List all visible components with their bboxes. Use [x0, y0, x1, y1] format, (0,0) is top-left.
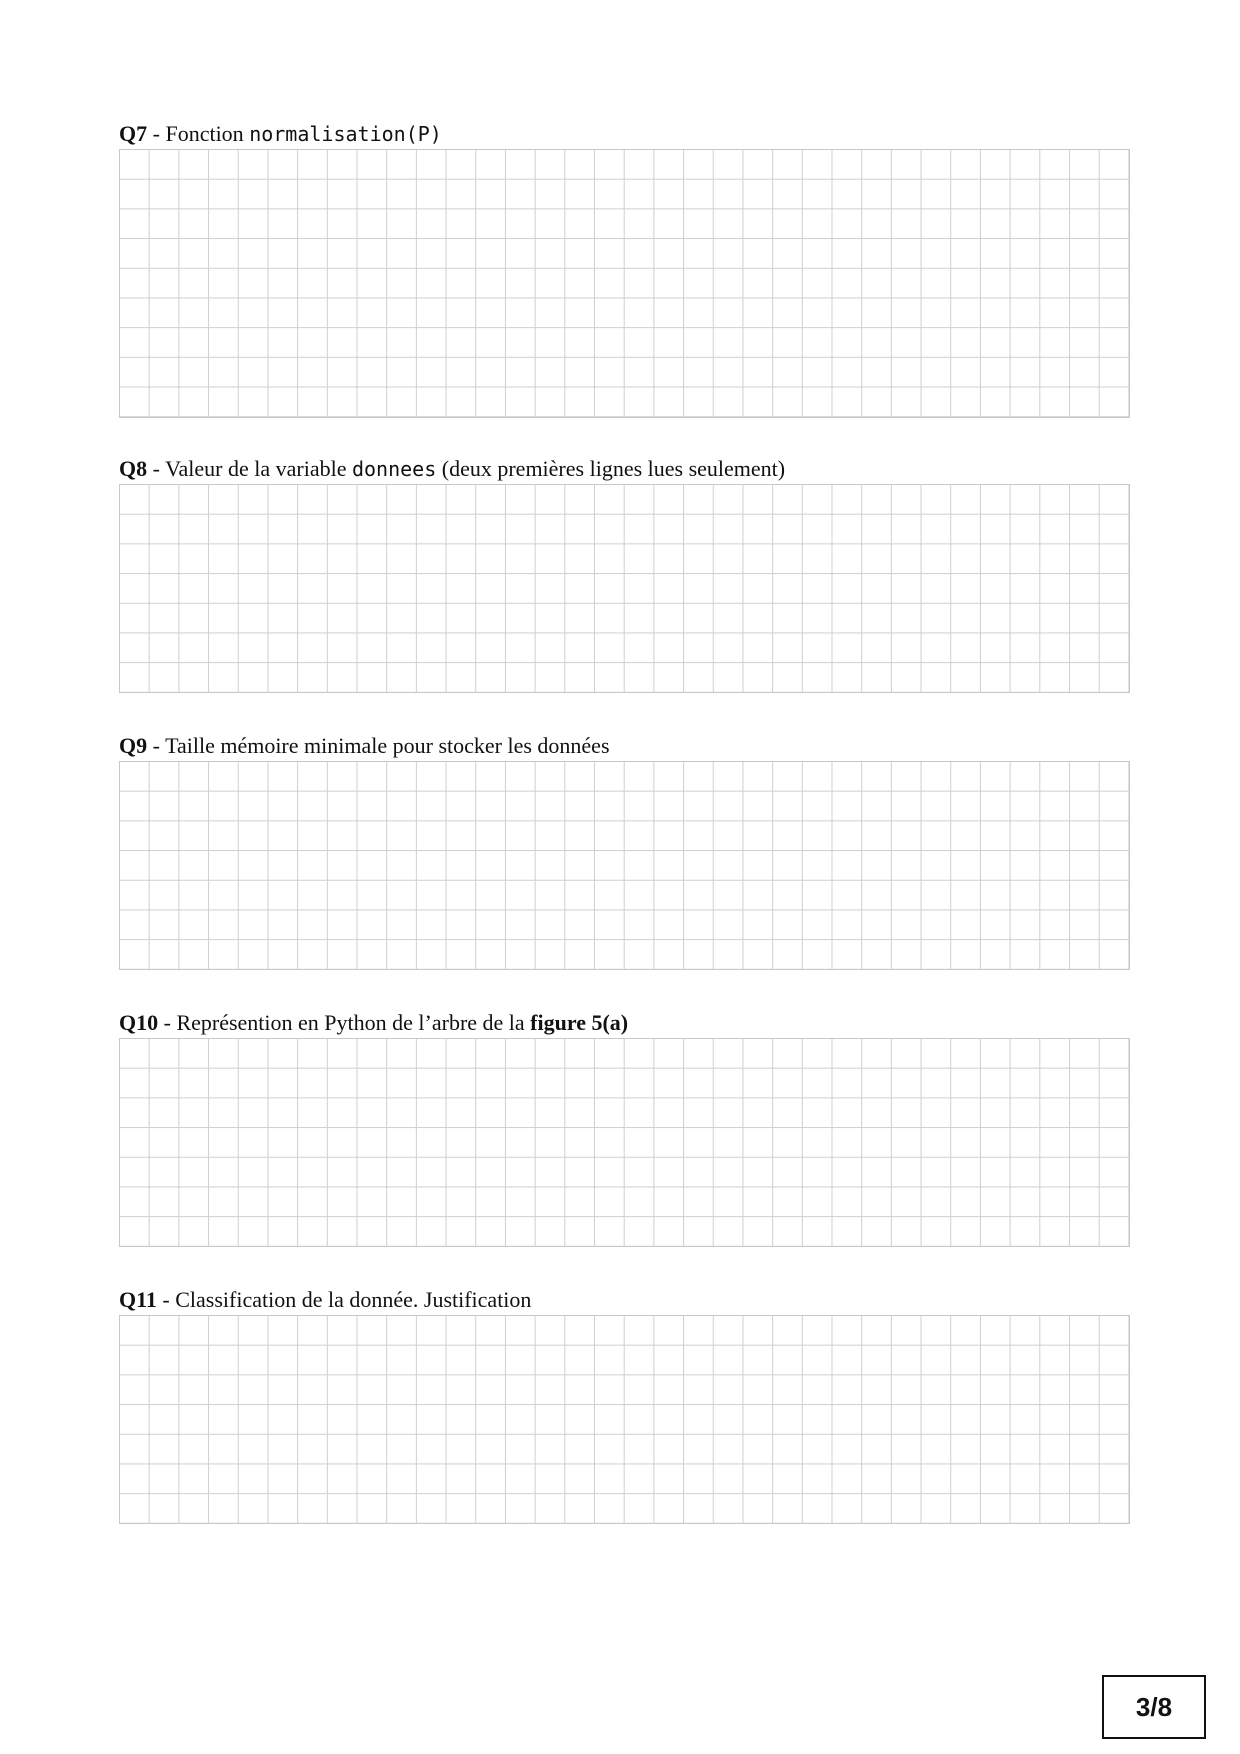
answer-grid[interactable] — [119, 1315, 1130, 1524]
question-number: Q11 — [119, 1287, 157, 1312]
question-number: Q10 — [119, 1010, 159, 1035]
separator: - — [147, 456, 166, 481]
question-title — [119, 1287, 1130, 1313]
question-text-continued: (deux premières lignes lues seulement) — [436, 456, 786, 481]
answer-grid[interactable] — [119, 149, 1130, 418]
question-title — [119, 456, 1130, 482]
page-number-box — [1102, 1675, 1206, 1739]
question-q10 — [119, 1010, 1130, 1247]
question-text: Classification de la donnée. Justification — [175, 1287, 532, 1312]
question-title — [119, 1010, 1130, 1036]
answer-grid[interactable] — [119, 1038, 1130, 1247]
page-number: 3/8 — [1135, 1691, 1173, 1722]
answer-grid[interactable] — [119, 484, 1130, 693]
question-text: Taille mémoire minimale pour stocker les données — [165, 733, 610, 758]
code-reference: normalisation(P) — [249, 122, 442, 146]
question-q8 — [119, 456, 1130, 693]
separator: - — [147, 121, 166, 146]
question-number: Q9 — [119, 733, 148, 758]
answer-grid[interactable] — [119, 761, 1130, 970]
question-number: Q7 — [119, 121, 148, 146]
question-number: Q8 — [119, 456, 148, 481]
separator: - — [158, 1010, 177, 1035]
question-q11 — [119, 1287, 1130, 1524]
code-reference: donnees — [351, 457, 437, 481]
separator: - — [147, 733, 166, 758]
question-title — [119, 121, 1130, 147]
question-text: Représention en Python de l’arbre de la — [176, 1010, 531, 1035]
question-text: Fonction — [165, 121, 250, 146]
separator: - — [156, 1287, 176, 1312]
question-q7 — [119, 121, 1130, 418]
question-q9 — [119, 733, 1130, 970]
figure-reference: figure 5(a) — [530, 1010, 629, 1035]
question-title — [119, 733, 1130, 759]
question-text: Valeur de la variable — [165, 456, 352, 481]
